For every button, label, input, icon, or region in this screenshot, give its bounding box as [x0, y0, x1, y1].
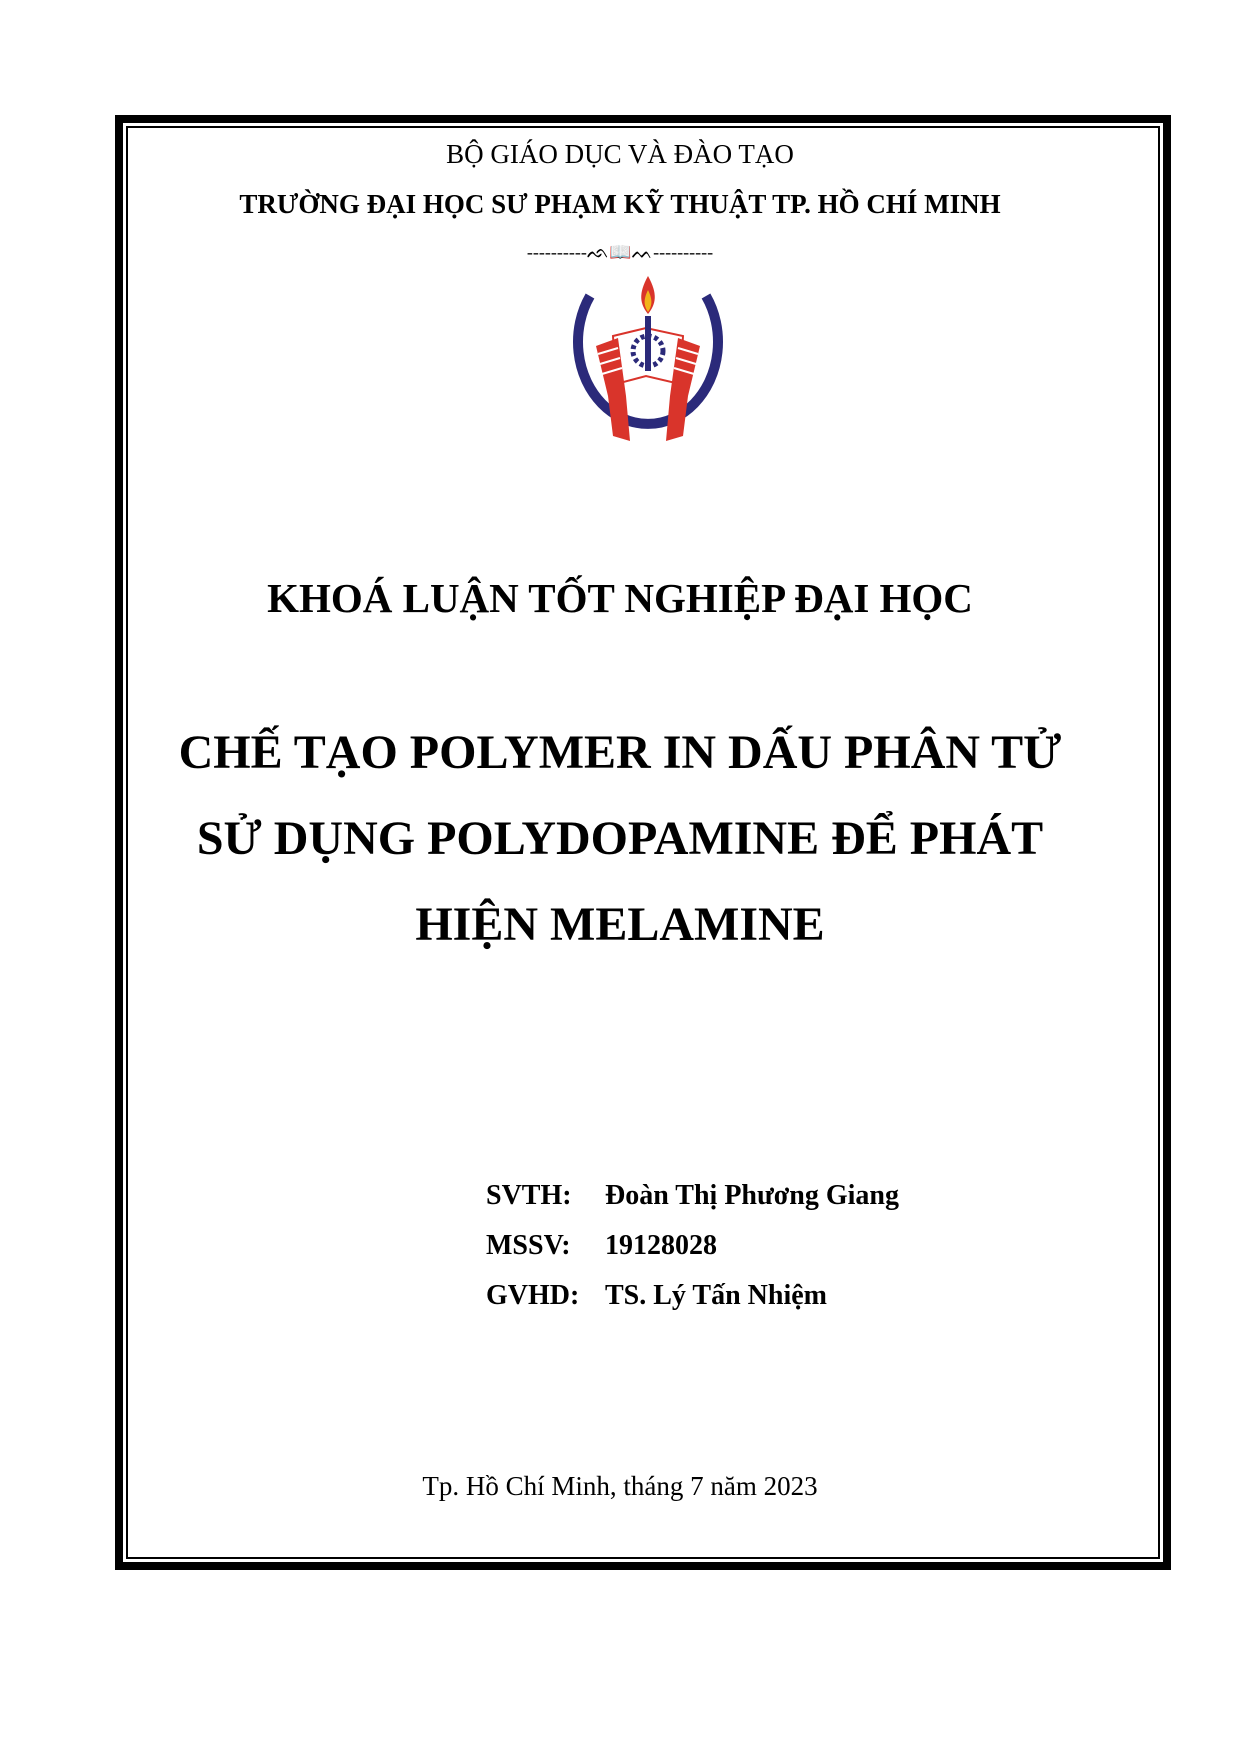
- school-name: TRƯỜNG ĐẠI HỌC SƯ PHẠM KỸ THUẬT TP. HỒ CHÍ MINH: [239, 189, 1001, 219]
- thesis-title-line: SỬ DỤNG POLYDOPAMINE ĐỂ PHÁT: [196, 812, 1044, 865]
- info-label: MSSV:: [486, 1230, 571, 1261]
- info-label: SVTH:: [486, 1180, 572, 1211]
- info-value: TS. Lý Tấn Nhiệm: [605, 1280, 827, 1311]
- student-name-row: [486, 1180, 899, 1212]
- ornamental-divider: ----------ᨒ📖ᨓ----------: [526, 242, 714, 262]
- student-id-row: [486, 1230, 717, 1262]
- ministry-name: BỘ GIÁO DỤC VÀ ĐÀO TẠO: [446, 139, 794, 169]
- document-type: KHOÁ LUẬN TỐT NGHIỆP ĐẠI HỌC: [267, 575, 973, 621]
- supervisor-row: [486, 1280, 827, 1312]
- thesis-title-line: HIỆN MELAMINE: [415, 898, 825, 951]
- info-label: GVHD:: [486, 1280, 580, 1311]
- university-emblem-icon: [568, 276, 728, 451]
- info-value: Đoàn Thị Phương Giang: [605, 1180, 899, 1211]
- thesis-title-line: CHẾ TẠO POLYMER IN DẤU PHÂN TỬ: [178, 726, 1062, 779]
- info-value: 19128028: [605, 1230, 717, 1261]
- place-date: Tp. Hồ Chí Minh, tháng 7 năm 2023: [422, 1471, 818, 1501]
